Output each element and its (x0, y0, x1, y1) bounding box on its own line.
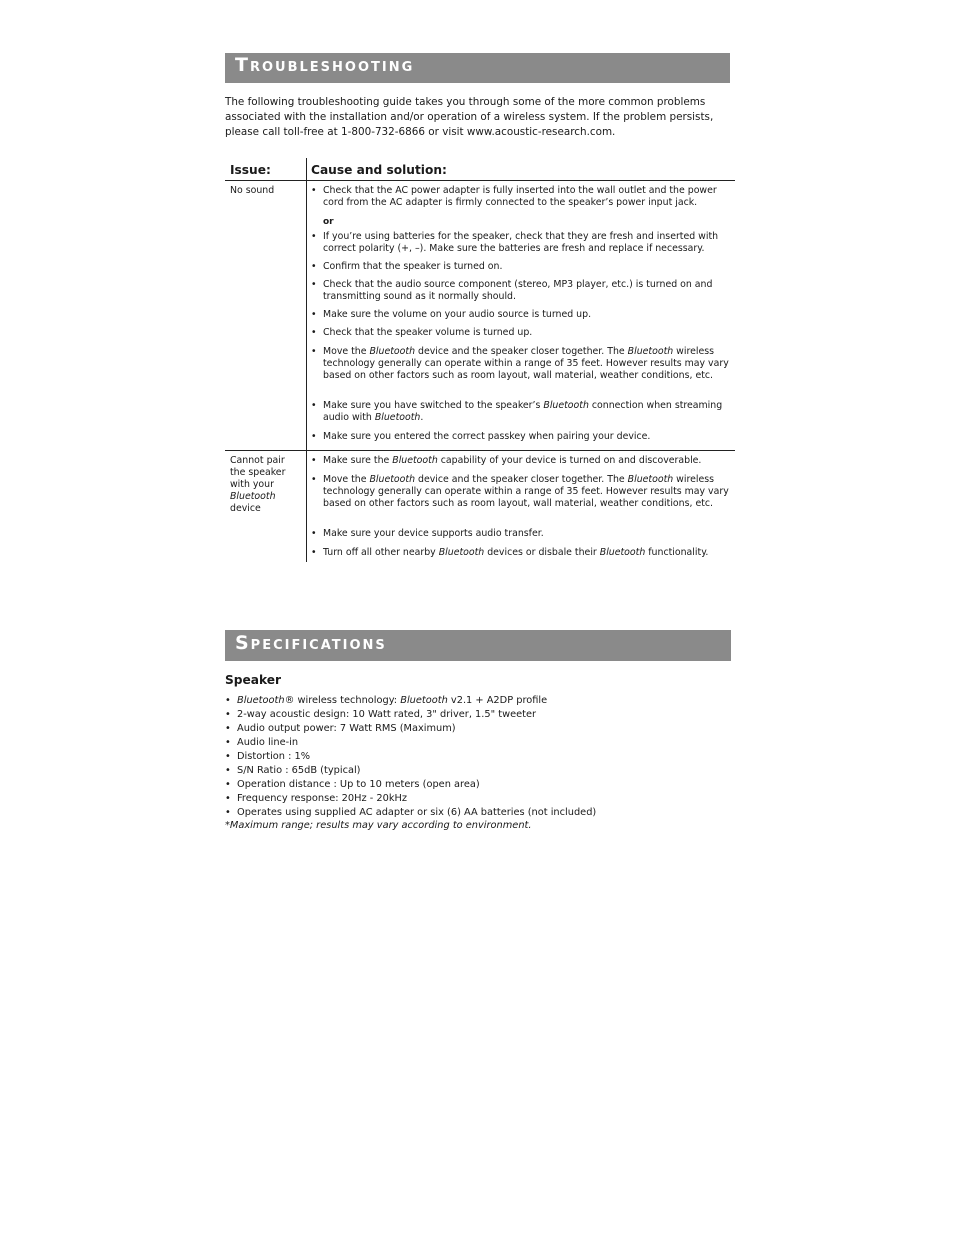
spec-text: Audio line-in (237, 737, 299, 748)
bullet-text: If you’re using batteries for the speaker, check that they are fresh and inserted with correct polarity (+, –). Make sure the batteries are fresh and replace if necessary. (323, 231, 719, 254)
bullet-dot: • (311, 528, 317, 539)
bullet-text: Confirm that the speaker is turned on. (323, 261, 503, 272)
bullet-text: Move the Bluetooth device and the speaker closer together. The Bluetooth wireless technology generally can operate within a range of 35 feet. However results may vary based on other factors such as room layout, wall material, weather conditions, etc. (323, 346, 729, 381)
spec-text: Operation distance : Up to 10 meters (open area) (237, 779, 480, 790)
bullet-dot: • (225, 807, 231, 818)
issue-column-header: Issue: (230, 163, 271, 177)
troubleshooting-heading-bar (225, 53, 730, 83)
header-rule (225, 180, 735, 181)
bullet-dot: • (311, 474, 317, 485)
bullet-text: Make sure your device supports audio transfer. (323, 528, 544, 539)
row-rule (225, 450, 735, 451)
bullet-text: Make sure the Bluetooth capability of your device is turned on and discoverable. (323, 455, 702, 466)
bullet-dot: • (311, 309, 317, 320)
bullet-dot: • (225, 695, 231, 706)
bullet-text: Check that the audio source component (stereo, MP3 player, etc.) is turned on and transmitting sound as it normally should. (323, 279, 713, 302)
spec-text: 2-way acoustic design: 10 Watt rated, 3" driver, 1.5" tweeter (237, 709, 537, 720)
bullet-dot: • (311, 455, 317, 466)
spec-text: Operates using supplied AC adapter or six (6) AA batteries (not included) (237, 807, 597, 818)
bullet-dot: • (225, 765, 231, 776)
bullet-dot: • (311, 431, 317, 442)
bullet-dot: • (311, 261, 317, 272)
bullet-text: Turn off all other nearby Bluetooth devices or disbale their Bluetooth functionality. (323, 547, 709, 558)
spec-text: Audio output power: 7 Watt RMS (Maximum) (237, 723, 456, 734)
issue-cannot-pair: Cannot pair the speaker with your Bluetooth device (230, 455, 286, 514)
spec-text: Frequency response: 20Hz - 20kHz (237, 793, 408, 804)
bullet-dot: • (225, 793, 231, 804)
speaker-subheading: Speaker (225, 673, 282, 687)
bullet-text: Make sure you entered the correct passkey when pairing your device. (323, 431, 651, 442)
bullet-dot: • (225, 737, 231, 748)
specifications-heading-bar (225, 630, 731, 661)
specifications-title: Specifications (235, 632, 387, 654)
bullet-dot: • (225, 723, 231, 734)
column-divider (306, 158, 307, 562)
bullet-dot: • (311, 327, 317, 338)
bullet-dot: • (225, 709, 231, 720)
bullet-dot: • (311, 231, 317, 242)
spec-footnote: *Maximum range; results may vary according to environment. (225, 820, 532, 831)
spec-text: Bluetooth® wireless technology: Bluetooth v2.1 + A2DP profile (237, 695, 548, 706)
bullet-dot: • (311, 279, 317, 290)
issue-no-sound: No sound (230, 185, 275, 196)
bullet-dot: • (311, 346, 317, 357)
spec-text: S/N Ratio : 65dB (typical) (237, 765, 361, 776)
bullet-dot: • (311, 547, 317, 558)
or-label: or (323, 217, 334, 227)
troubleshooting-intro: The following troubleshooting guide takes you through some of the more common problems associated with the installation and/or operation of a wireless system. If the problem persists, please call toll-free at 1-800-732-6866 or visit www.acoustic-research.com. (225, 96, 714, 138)
bullet-text: Check that the speaker volume is turned up. (323, 327, 533, 338)
bullet-text: Make sure you have switched to the speaker’s Bluetooth connection when streaming audio with Bluetooth. (323, 400, 723, 423)
bullet-text: Make sure the volume on your audio source is turned up. (323, 309, 592, 320)
spec-text: Distortion : 1% (237, 751, 311, 762)
bullet-dot: • (225, 751, 231, 762)
bullet-text: Check that the AC power adapter is fully inserted into the wall outlet and the power cord from the AC adapter is firmly connected to the speaker’s power input jack. (323, 185, 717, 208)
bullet-text: Move the Bluetooth device and the speaker closer together. The Bluetooth wireless technology generally can operate within a range of 35 feet. However results may vary based on other factors such as room layout, wall material, weather conditions, etc. (323, 474, 729, 509)
bullet-dot: • (311, 185, 317, 196)
bullet-dot: • (225, 779, 231, 790)
troubleshooting-title: Troubleshooting (235, 54, 415, 76)
cause-column-header: Cause and solution: (311, 163, 447, 177)
bullet-dot: • (311, 400, 317, 411)
